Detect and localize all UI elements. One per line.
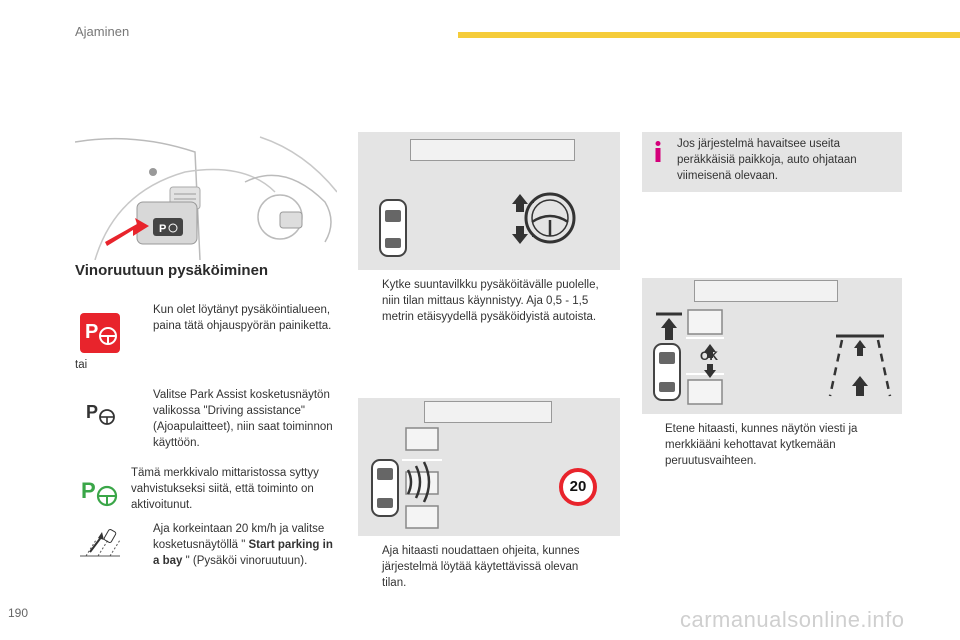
car-top-view-icon <box>654 344 680 400</box>
park-assist-indicator-green-icon <box>80 474 120 508</box>
step-select-park-assist-text: Valitse Park Assist kosketusnäytön valikossa "Driving assistance" (Ajoapulaitteet), niin saat toiminnon käyttöön. <box>153 389 333 449</box>
step-turn-signal-text: Kytke suuntavilkku pysäköitävälle puolelle, niin tilan mittaus käynnistyy. Aja 0,5 - 1,5 metrin etäisyydellä pysäköidyistä autoista. <box>382 279 599 323</box>
reverse-guide-lines-icon <box>830 336 890 396</box>
car-top-view-icon <box>372 460 398 516</box>
steering-wheel-illustration <box>75 132 337 260</box>
info-icon <box>651 140 665 164</box>
info-text: Jos järjestelmä havaitsee useita peräkkäisiä paikkoja, auto ohjataan viimeisenä olevaan. <box>677 138 857 182</box>
svg-text:P: P <box>81 478 96 503</box>
space-search-panel <box>358 398 620 536</box>
step-press-button-text: Kun olet löytänyt pysäköintialueen, paina tätä ohjauspyörän painiketta. <box>153 304 332 332</box>
speed-limit-value: 20 <box>569 478 587 495</box>
section-title: Vinoruutuun pysäköiminen <box>75 262 269 279</box>
steering-control-panel <box>358 132 620 270</box>
ok-label: OK <box>700 349 718 363</box>
indicator-light-text: Tämä merkkivalo mittaristossa syttyy vahvistukseksi siitä, että toiminto on aktivoitunut. <box>131 467 319 511</box>
car-top-view-icon <box>380 200 406 256</box>
park-assist-touchscreen-icon <box>84 398 118 428</box>
svg-text:P: P <box>159 223 167 235</box>
header-accent-bar <box>458 32 960 38</box>
watermark: carmanualsonline.info <box>680 607 905 632</box>
step-start-parking-text: Aja korkeintaan 20 km/h ja valitse kosketusnäytöllä " Start parking in a bay " (Pysäköi vinoruutuun). <box>153 523 333 567</box>
step-reverse-prompt-text: Etene hitaasti, kunnes näytön viesti ja merkkiääni kehottavat kytkemään peruutusvaihteen. <box>665 423 858 467</box>
reverse-prompt-panel <box>642 278 902 414</box>
park-assist-button-icon <box>80 313 120 353</box>
step-drive-slowly-text: Aja hitaasti noudattaen ohjeita, kunnes järjestelmä löytää käytettävissä olevan tilan. <box>382 545 580 589</box>
or-text: tai <box>75 359 88 371</box>
svg-text:P: P <box>85 321 99 343</box>
stop-arrow-icon <box>656 314 682 340</box>
bay-parking-icon <box>78 528 122 558</box>
page-header-title: Ajaminen <box>75 24 130 39</box>
svg-text:P: P <box>86 402 99 422</box>
page-number: 190 <box>8 606 29 620</box>
